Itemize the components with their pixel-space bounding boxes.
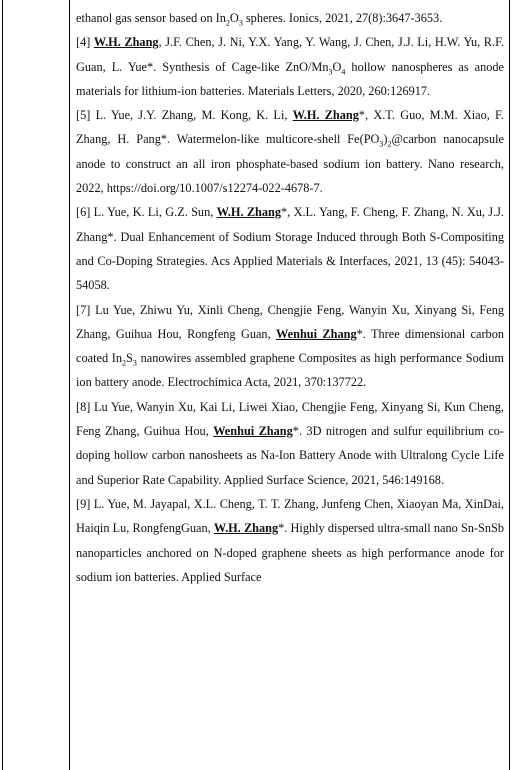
author-highlight: W.H. Zhang [93,35,159,50]
table-right-border [509,0,510,770]
table-left-column [2,0,70,770]
author-highlight: W.H. Zhang [216,205,282,220]
reference-entry-9: [9] L. Yue, M. Jayapal, X.L. Cheng, T. T. Zhang, Junfeng Chen, Xiaoyan Ma, XinDai, Haiqin Lu, RongfengGuan, W.H. Zhang*. Highly dispersed ultra-small nano Sn-SnSb nanoparticles anchored on N-doped graphene sheets as high performance anode for sodium ion batteries. Applied Surface [76,496,505,584]
author-highlight: W.H. Zhang [213,521,279,536]
reference-entry-6: [6] L. Yue, K. Li, G.Z. Sun, W.H. Zhang*, X.L. Yang, F. Cheng, F. Zhang, N. Xu, J.J. Zhang*. Dual Enhancement of Sodium Storage Induced through Both S-Compositing and Co-Doping Strategies. Acs Applied Materials & Interfaces, 2021, 13 (45): 54043-54058. [76,205,505,293]
reference-entry-4: [4] W.H. Zhang, J.F. Chen, J. Ni, Y.X. Yang, Y. Wang, J. Chen, J.J. Li, H.W. Yu, R.F. Guan, L. Yue*. Synthesis of Cage-like ZnO/$Mn_3O_4$ hollow nanospheres as anode materials for lithium-ion batteries. Materials Letters, 2020, 260:126917. [76,35,505,98]
author-highlight: W.H. Zhang [292,108,359,123]
reference-entry-7: [7] Lu Yue, Zhiwu Yu, Xinli Cheng, Chengjie Feng, Wanyin Xu, Xinyang Si, Feng Zhang, Guihua Hou, Rongfeng Guan, Wenhui Zhang*. Three dimensional carbon coated $In_2S_3$ nanowires assembled graphene Composites as high performance Sodium ion battery anode. Electrochimica Acta, 2021, 370:137722. [76,302,505,390]
reference-entry-continued: ethanol gas sensor based on $In_2O_3$ spheres. Ionics, 2021, 27(8):3647-3653. [76,11,443,28]
author-highlight: Wenhui Zhang [276,326,357,341]
author-highlight: Wenhui Zhang [213,424,293,439]
reference-list [76,6,504,589]
reference-entry-5: [5] L. Yue, J.Y. Zhang, M. Kong, K. Li, W.H. Zhang*, X.T. Guo, M.M. Xiao, F. Zhang, H. Pang*. Watermelon-like multicore-shell $Fe(PO_3)_2@carbon$ nanocapsule anode to construct an all iron phosphate-based sodium ion battery. Nano research, 2022, https://doi.org/10.1007/s12274-022-4678-7. [76,108,504,196]
reference-entry-8: [8] Lu Yue, Wanyin Xu, Kai Li, Liwei Xiao, Chengjie Feng, Xinyang Si, Kun Cheng, Feng Zhang, Guihua Hou, Wenhui Zhang*. 3D nitrogen and sulfur equilibrium co-doping hollow carbon nanosheets as Na-Ion Battery Anode with Ultralong Cycle Life and Superior Rate Capability. Applied Surface Science, 2021, 546:149168. [76,399,505,487]
